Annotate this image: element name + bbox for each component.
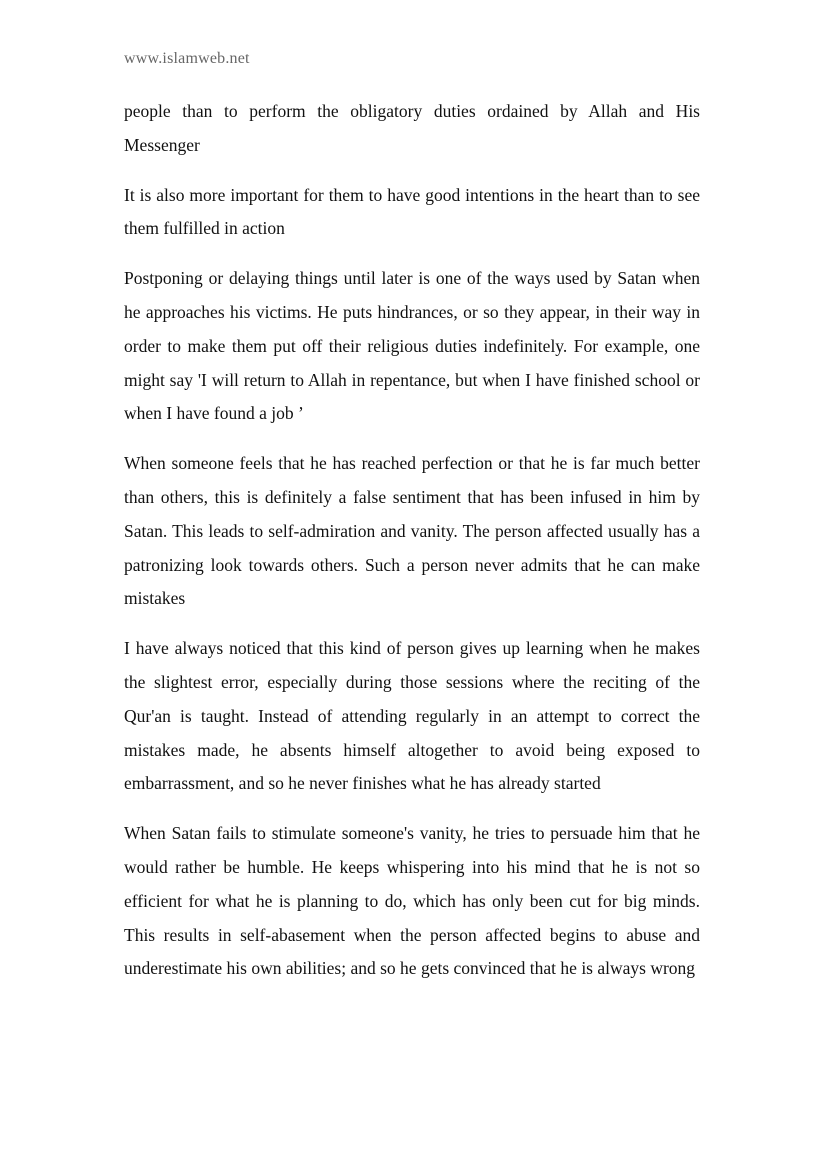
paragraph-5: I have always noticed that this kind of person gives up learning when he makes the slightest error, especially during those sessions where the reciting of the Qur'an is taught. Instead of attending regularly in an attempt to correct the mistakes made, he absents himself altogether to avoid being exposed to embarrassment, and so he never finishes what he has already started xyxy=(124,638,700,794)
paragraph-6: When Satan fails to stimulate someone's vanity, he tries to persuade him that he would rather be humble. He keeps whispering into his mind that he is not so efficient for what he is planning to do, which has only been cut for big minds. This results in self-abasement when the person affected begins to abuse and underestimate his own abilities; and so he gets convinced that he is always wrong xyxy=(124,823,700,979)
paragraph-4: When someone feels that he has reached perfection or that he is far much better than others, this is definitely a false sentiment that has been infused in him by Satan. This leads to self-admiration and vanity. The person affected usually has a patronizing look towards others. Such a person never admits that he can make mistakes xyxy=(124,453,700,609)
body-text xyxy=(124,95,700,1002)
site-header: www.islamweb.net xyxy=(124,50,250,67)
paragraph-2: It is also more important for them to have good intentions in the heart than to see them fulfilled in action xyxy=(124,184,700,239)
paragraph-1: people than to perform the obligatory duties ordained by Allah and His Messenger xyxy=(124,101,700,155)
paragraph-3: Postponing or delaying things until later is one of the ways used by Satan when he approaches his victims. He puts hindrances, or so they appear, in their way in order to make them put off their religious duties indefinitely. For example, one might say 'I will return to Allah in repentance, but when I have finished school or when I have found a job ’ xyxy=(124,268,700,424)
